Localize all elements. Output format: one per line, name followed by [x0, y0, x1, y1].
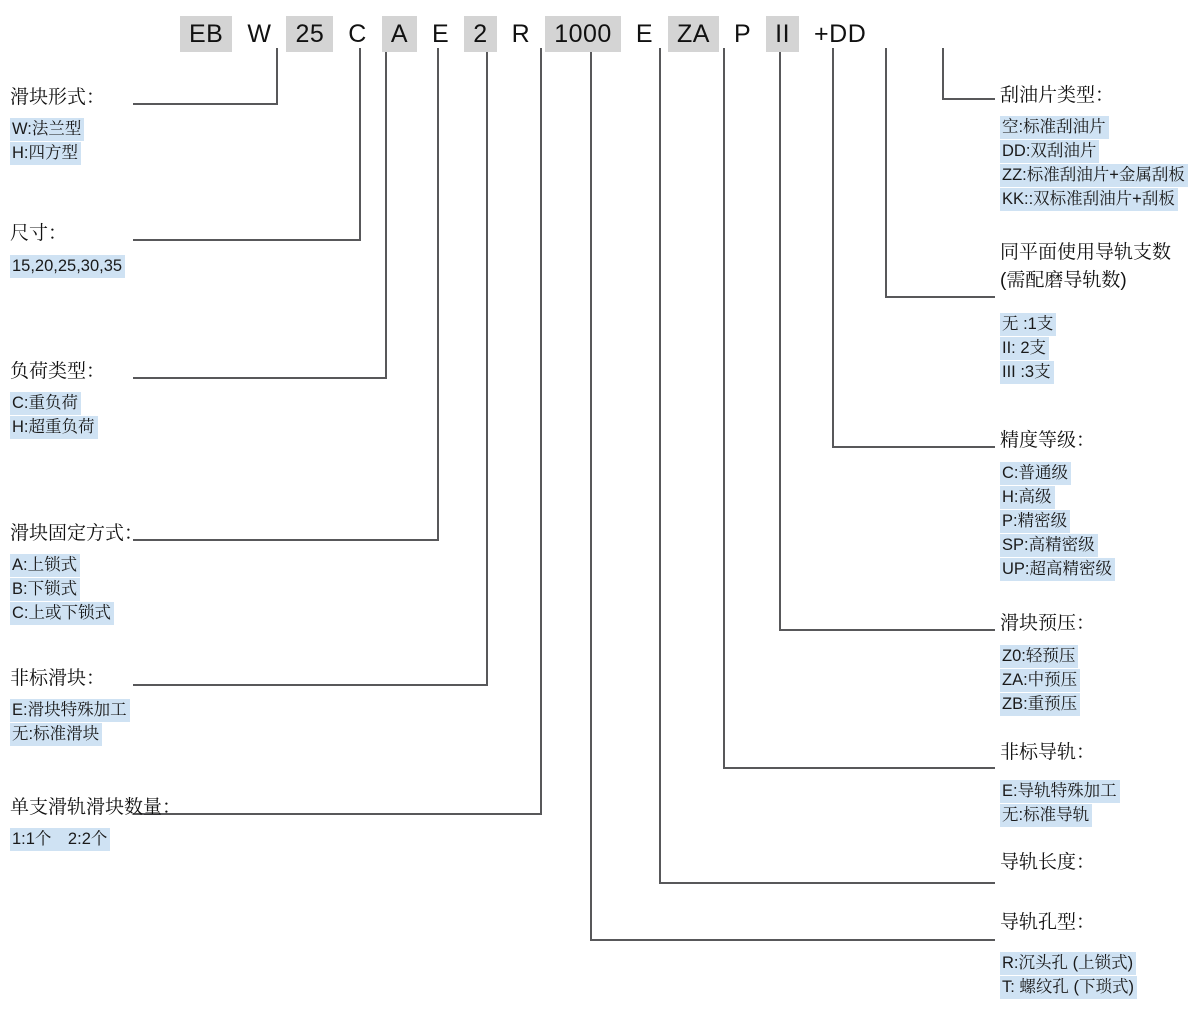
options-nonstandard-rail [1000, 780, 1120, 828]
option-nonstd-rail-1: 无:标准导轨 [1000, 804, 1092, 827]
options-accuracy-grade [1000, 462, 1115, 582]
option-accuracy-3: SP:高精密级 [1000, 534, 1098, 557]
option-wiper-0: 空:标准刮油片 [1000, 116, 1109, 139]
leader-slider-type [133, 48, 277, 104]
options-slider-type [10, 118, 84, 166]
leader-nonstandard-rail [724, 48, 995, 768]
option-size-0: 15,20,25,30,35 [10, 255, 125, 278]
leader-rail-hole [591, 48, 995, 940]
option-accuracy-4: UP:超高精密级 [1000, 558, 1115, 581]
option-nonstd-slider-1: 无:标准滑块 [10, 723, 102, 746]
leader-accuracy [833, 48, 995, 447]
option-load-type-1: H:超重负荷 [10, 416, 98, 439]
code-segment-13: II [766, 16, 799, 52]
options-wiper-type [1000, 116, 1188, 212]
options-fixing-method [10, 554, 114, 626]
option-preload-1: ZA:中预压 [1000, 669, 1080, 692]
option-wiper-2: ZZ:标准刮油片+金属刮板 [1000, 164, 1188, 187]
label-wiper-type: 刮油片类型： [1000, 85, 1115, 106]
option-nonstd-slider-0: E:滑块特殊加工 [10, 699, 130, 722]
label-size: 尺寸： [10, 223, 68, 244]
code-segment-5: A [382, 16, 417, 52]
code-segment-4: C [348, 20, 367, 48]
option-rail-count-1: II: 2支 [1000, 337, 1049, 360]
code-segment-6: E [432, 20, 450, 48]
option-load-type-0: C:重负荷 [10, 392, 81, 415]
option-accuracy-1: H:高级 [1000, 486, 1055, 509]
option-preload-0: Z0:轻预压 [1000, 645, 1078, 668]
option-accuracy-2: P:精密级 [1000, 510, 1070, 533]
option-fixing-2: C:上或下锁式 [10, 602, 114, 625]
code-segment-3: 25 [286, 16, 333, 52]
label-nonstandard-rail: 非标导轨： [1000, 742, 1096, 763]
options-nonstandard-slider [10, 699, 130, 747]
leader-size [133, 48, 360, 240]
label-fixing-method: 滑块固定方式： [10, 523, 144, 544]
option-fixing-1: B:下锁式 [10, 578, 80, 601]
label-load-type: 负荷类型： [10, 361, 106, 382]
label-accuracy-grade: 精度等级： [1000, 430, 1096, 451]
leader-nonstandard-slider [133, 48, 487, 685]
leader-rail-count [886, 48, 995, 297]
option-accuracy-0: C:普通级 [1000, 462, 1071, 485]
label-rail-hole-type: 导轨孔型： [1000, 912, 1096, 933]
leader-rail-length [660, 48, 995, 883]
code-segment-7: 2 [464, 16, 496, 52]
option-wiper-1: DD:双刮油片 [1000, 140, 1099, 163]
label-slider-count: 单支滑轨滑块数量： [10, 797, 182, 818]
code-segment-9: 1000 [545, 16, 621, 52]
label-rail-count: 同平面使用导轨支数 [1000, 242, 1172, 263]
options-preload [1000, 645, 1080, 717]
option-nonstd-rail-0: E:导轨特殊加工 [1000, 780, 1120, 803]
options-slider-count [10, 828, 110, 852]
code-segment-8: R [511, 20, 531, 48]
leader-load-type [133, 48, 386, 378]
option-hole-0: R:沉头孔 (上锁式) [1000, 952, 1136, 975]
label-rail-count-note: (需配磨导轨数) [1000, 270, 1127, 291]
options-rail-count [1000, 313, 1056, 385]
option-rail-count-0: 无 :1支 [1000, 313, 1056, 336]
code-segment-1: EB [180, 16, 232, 52]
leader-wiper-type [943, 48, 995, 99]
option-rail-count-2: III :3支 [1000, 361, 1054, 384]
leader-preload [780, 48, 995, 630]
label-nonstandard-slider: 非标滑块： [10, 668, 106, 689]
code-segment-14: +DD [814, 20, 867, 48]
options-size [10, 255, 125, 279]
code-segment-11: ZA [668, 16, 719, 52]
leader-fixing [133, 48, 438, 540]
model-code-string [180, 16, 881, 52]
label-rail-length: 导轨长度： [1000, 852, 1096, 873]
option-preload-2: ZB:重预压 [1000, 693, 1080, 716]
label-slider-type: 滑块形式： [10, 87, 106, 108]
option-slider-count-0: 1:1个 2:2个 [10, 828, 110, 851]
options-rail-hole-type [1000, 952, 1137, 1000]
code-segment-12: P [733, 20, 752, 48]
label-preload: 滑块预压： [1000, 613, 1096, 634]
option-hole-1: T: 螺纹孔 (下琐式) [1000, 976, 1137, 999]
options-load-type [10, 392, 98, 440]
option-fixing-0: A:上锁式 [10, 554, 80, 577]
option-wiper-3: KK::双标准刮油片+刮板 [1000, 188, 1178, 211]
option-slider-type-1: H:四方型 [10, 142, 81, 165]
option-slider-type-0: W:法兰型 [10, 118, 84, 141]
code-segment-10: E [635, 20, 653, 48]
code-segment-2: W [247, 20, 272, 48]
leader-slider-count [133, 48, 541, 814]
